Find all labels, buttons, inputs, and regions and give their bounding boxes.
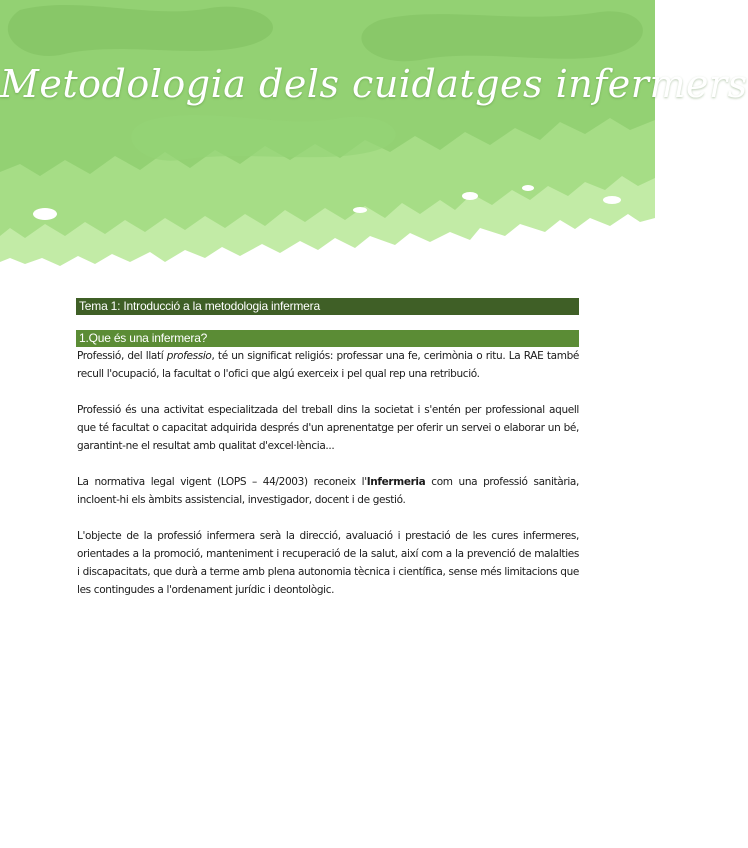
wash-blotch-2 — [361, 11, 642, 61]
wash-speck — [603, 196, 621, 204]
subsection-heading: 1.Que és una infermera? — [76, 330, 579, 347]
wash-speck — [522, 185, 534, 191]
page-title: Metodologia dels cuidatges infermers — [0, 62, 748, 106]
paragraph-4: L'objecte de la professió infermera serà la direcció, avaluació i prestació de les cures infermeres, orientades a la promoció, manteniment i recuperació de la salut, així com a la prevenció de malalties i discapacitats, que durà a terme amb plena autonomia tècnica i científica, sense més limitacions que les contingudes a l'ordenament jurídic i deontològic. — [77, 530, 579, 596]
paragraph-1-latin-term: professio — [166, 350, 212, 362]
paragraph-2: Professió és una activitat especialitzada del treball dins la societat i s'entén per professional aquell que té facultat o capacitat adquirida després d'un aprenentatge per oferir un servei o elaborar un bé, garantint-ne el resultat amb qualitat d'excel·lència... — [77, 404, 579, 452]
paragraph-1 — [77, 347, 579, 383]
watercolor-header — [0, 0, 748, 270]
section-heading: Tema 1: Introducció a la metodologia infermera — [76, 298, 579, 315]
paragraph-3-bold-term: Infermeria — [366, 476, 426, 488]
wash-speck — [353, 207, 367, 213]
wash-blotch-3 — [131, 115, 396, 161]
wash-blotch-1 — [8, 5, 273, 56]
paragraph-1-text-b: , té un significat religiós: professar una fe, cerimònia o ritu. La RAE també recull l'ocupació, la facultat o l'ofici que algú exerceix i pel qual rep una retribució. — [77, 350, 579, 380]
body-text — [77, 347, 579, 617]
paragraph-3 — [77, 473, 579, 509]
watercolor-background — [0, 0, 748, 270]
paragraph-3-text-a: La normativa legal vigent (LOPS – 44/2003) reconeix l' — [77, 476, 367, 488]
wash-speck — [33, 208, 57, 220]
paragraph-1-text-a: Professió, del llatí — [77, 350, 167, 362]
paragraph-3-text-b: com una professió sanitària, incloent-hi els àmbits assistencial, investigador, docent i de gestió. — [77, 476, 579, 506]
wash-speck — [462, 192, 478, 200]
